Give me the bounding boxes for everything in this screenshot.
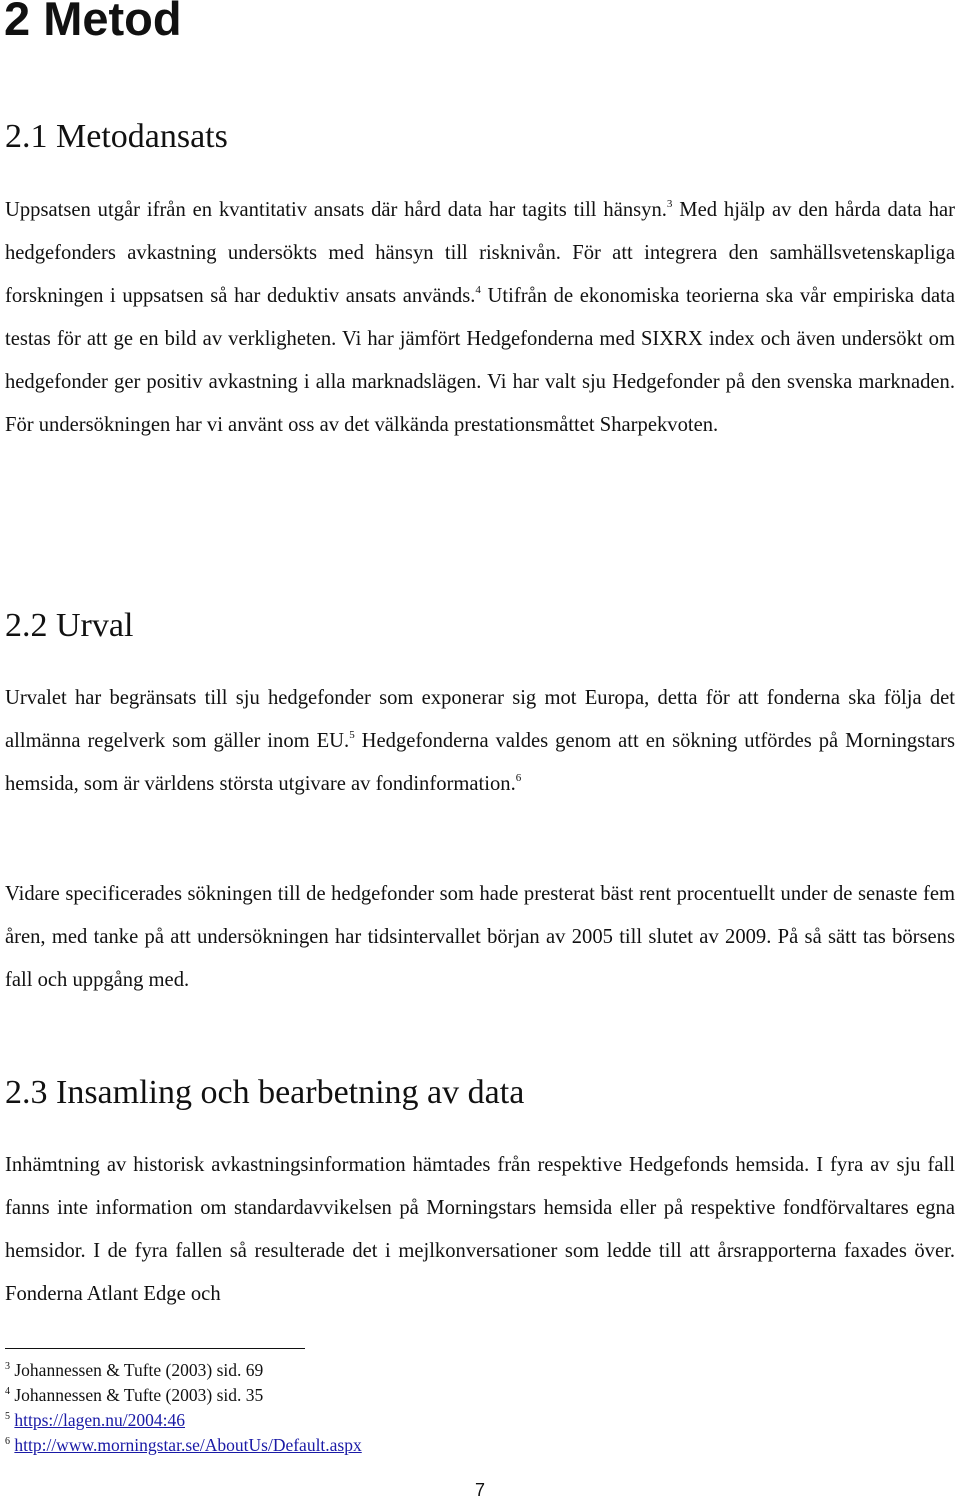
footnote-number: 3 bbox=[5, 1361, 10, 1372]
paragraph-text: Uppsatsen utgår ifrån en kvantitativ ansats där hård data har tagits till hänsyn. bbox=[5, 199, 667, 221]
paragraph-text: Med hjälp av den hårda data har hedgefonders avkastning undersökts med hänsyn till risknivån. För att integrera den samhällsvetenskapliga forskningen i uppsatsen så har deduktiv ansats används. bbox=[5, 199, 955, 307]
paragraph-text: Urvalet har begränsats till sju hedgefonder som exponerar sig mot Europa, detta för att fonderna ska följa det allmänna regelverk som gäller inom EU. bbox=[5, 687, 955, 752]
footnote-5 bbox=[5, 1408, 705, 1433]
page-number: 7 bbox=[474, 1480, 485, 1500]
footnote-link-lagen[interactable]: https://lagen.nu/2004:46 bbox=[14, 1410, 185, 1430]
footnote-ref[interactable]: 5 bbox=[349, 729, 355, 741]
section-heading-insamling: 2.3 Insamling och bearbetning av data bbox=[5, 1074, 525, 1111]
footnote-link-morningstar[interactable]: http://www.morningstar.se/AboutUs/Default.aspx bbox=[14, 1435, 362, 1455]
chapter-title: 2 Metod bbox=[4, 0, 182, 45]
footnote-ref[interactable]: 4 bbox=[475, 284, 481, 296]
section-heading-urval: 2.2 Urval bbox=[5, 607, 134, 644]
footnote-4 bbox=[5, 1383, 705, 1408]
paragraph-text: Hedgefonderna valdes genom att en sökning utfördes på Morningstars hemsida, som är världens största utgivare av fondinformation. bbox=[5, 730, 955, 795]
footnote-6 bbox=[5, 1433, 705, 1458]
footnote-number: 4 bbox=[5, 1386, 10, 1397]
footnote-3 bbox=[5, 1358, 705, 1383]
footnote-divider bbox=[5, 1348, 305, 1349]
footnote-ref[interactable]: 3 bbox=[666, 198, 673, 210]
footnote-number: 6 bbox=[5, 1436, 10, 1447]
footnote-text: Johannessen & Tufte (2003) sid. 35 bbox=[14, 1385, 264, 1405]
paragraph-metodansats bbox=[5, 189, 955, 447]
paragraph-urval-1 bbox=[5, 677, 955, 806]
paragraph-text: Utifrån de ekonomiska teorierna ska vår empiriska data testas för att ge en bild av verkligheten. Vi har jämfört Hedgefonderna med SIXRX index och även undersökt om hedgefonder ger positiv avkastning i alla marknadslägen. Vi har valt sju Hedgefonder på den svenska marknaden. För undersökningen har vi använt oss av det välkända prestationsmåttet Sharpekvoten. bbox=[5, 285, 955, 436]
footnote-ref[interactable]: 6 bbox=[515, 772, 522, 784]
footnote-number: 5 bbox=[5, 1411, 10, 1422]
section-heading-metodansats: 2.1 Metodansats bbox=[5, 118, 228, 155]
paragraph-insamling: Inhämtning av historisk avkastningsinformation hämtades från respektive Hedgefonds hemsida. I fyra av sju fall fanns inte information om standardavvikelsen på Morningstars hemsida eller på respektive fondförvaltares egna hemsidor. I de fyra fallen så resulterade det i mejlkonversationer som ledde till att årsrapporterna faxades över. Fonderna Atlant Edge och bbox=[5, 1154, 955, 1305]
footnotes bbox=[5, 1358, 705, 1458]
footnote-text: Johannessen & Tufte (2003) sid. 69 bbox=[14, 1360, 264, 1380]
paragraph-urval-2: Vidare specificerades sökningen till de hedgefonder som hade presterat bäst rent procentuellt under de senaste fem åren, med tanke på att undersökningen har tidsintervallet början av 2005 till slutet av 2009. På så sätt tas börsens fall och uppgång med. bbox=[5, 883, 955, 991]
